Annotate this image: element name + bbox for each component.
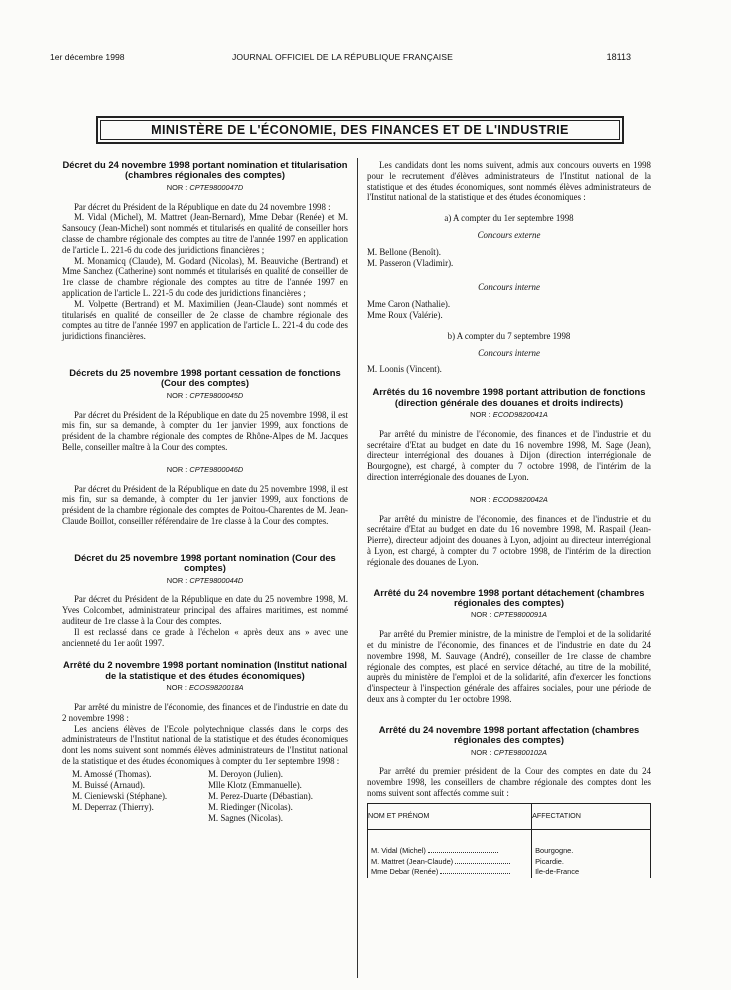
decrees-cessation-fonctions xyxy=(62,368,348,527)
names-list xyxy=(62,769,348,824)
nor-reference: NOR : CPTE9800102A xyxy=(470,747,547,757)
nor-reference: NOR : CPTE9800091A xyxy=(470,610,547,620)
subheading: b) A compter du 7 septembre 1998 xyxy=(447,330,571,341)
list-item: M. Cieniewski (Stéphane). xyxy=(72,790,168,801)
nor-reference: NOR : ECOD9820041A xyxy=(470,409,548,419)
paragraph: M. Volpette (Bertrand) et M. Maximilien (Jean-Claude) sont nommés et titularisés en qualité de conseiller de 2e classe de chambre régionale des comptes au titre de l'année 1997 en application de l'article L. 221-4 du code des juridictions financières. xyxy=(62,298,348,342)
ministry-banner xyxy=(96,116,624,144)
list-item: M. Deroyon (Julien). xyxy=(208,768,283,779)
paragraph: M. Monamicq (Claude), M. Godard (Nicolas), M. Beauviche (Bertrand) et Mme Sanchez (Catherine) sont nommés et titularisés en qualité de conseiller de 1re classe de chambre régionale des comptes au titre de l'année 1997 en application de l'article L. 221-5 du code des juridictions financières ; xyxy=(62,255,348,298)
arretes-attribution-fonctions xyxy=(367,387,651,567)
section-title: Décrets du 25 novembre 1998 portant cessation de fonctions (Cour des comptes) xyxy=(69,366,341,389)
list-item: Mme Caron (Nathalie). xyxy=(367,299,451,310)
paragraph: Par arrêté du ministre de l'économie, des finances et de l'industrie en date du 2 novembre 1998 : xyxy=(62,701,348,723)
paragraph: Par arrêté du premier président de la Cour des comptes en date du 24 novembre 1998, les conseillers de chambre régionale des comptes dont les noms suivent sont affectés comme suit : xyxy=(367,766,651,798)
paragraph: Par arrêté du Premier ministre, de la ministre de l'emploi et de la solidarité et du ministre de l'économie, des finances et de l'industrie en date du 24 novembre 1998, M. Sauvage (André), conseiller de 1re classe de chambre régionale des comptes, est placé en service détaché, au titre de la mobilité, auprès du ministère de l'emploi et de la solidarité, afin d'exercer les fonctions d'inspecteur à l'inspection générale des affaires sociales, pour une période de deux ans à compter du 1er octobre 1998. xyxy=(367,629,651,704)
subheading: Concours interne xyxy=(478,282,540,293)
decree-nomination-titularisation xyxy=(62,160,348,342)
header-page-number: 18113 xyxy=(606,52,631,62)
paragraph: Les candidats dont les noms suivent, admis aux concours ouverts en 1998 pour le recrutement d'élèves administrateurs de l'Institut national de la statistique et des études économiques, sont nommés élèves administrateurs de l'Institut national de la statistique et des études économiques : xyxy=(367,160,651,203)
section-title: Arrêtés du 16 novembre 1998 portant attribution de fonctions (direction générale des douanes et droits indirects) xyxy=(372,386,646,408)
nor-reference: NOR : ECOD9820042A xyxy=(470,494,548,504)
arrete-detachement xyxy=(367,588,651,705)
list-item: M. Amossé (Thomas). xyxy=(72,768,152,779)
header-date: 1er décembre 1998 xyxy=(50,52,125,62)
table-header: NOM ET PRÉNOM xyxy=(368,803,532,829)
paragraph: Par arrêté du ministre de l'économie, des finances et de l'industrie et du secrétaire d'Etat au budget en date du 16 novembre 1998, M. Raspail (Jean-Pierre), directeur adjoint des douanes à Lyon, adjoint au directeur interrégional à Lyon, est chargé, à compter du 7 octobre 1998, de l'intérim de la direction régionale des douanes de Lyon. xyxy=(367,513,651,567)
table-row xyxy=(368,867,651,878)
paragraph: Par décret du Président de la République en date du 25 novembre 1998, il est mis fin, sur sa demande, à compter du 1er janvier 1999, aux fonctions de président de la chambre régionale des comptes de Rhône-Alpes de M. Jacques Belle, conseiller maître à la Cour des comptes. xyxy=(62,409,348,452)
nor-reference: NOR : CPTE9800047D xyxy=(166,182,244,192)
subheading: a) A compter du 1er septembre 1998 xyxy=(444,213,574,224)
table-cell: Ile-de-France xyxy=(532,867,651,878)
list-item: M. Sagnes (Nicolas). xyxy=(208,812,283,823)
paragraph: Il est reclassé dans ce grade à l'échelon « après deux ans » avec une ancienneté du 1er août 1997. xyxy=(62,626,348,648)
table-cell: Picardie. xyxy=(532,857,651,868)
decree-nomination-cour xyxy=(62,553,348,649)
paragraph: Par décret du Président de la République en date du 25 novembre 1998, M. Yves Colcombet, administrateur principal des affaires maritimes, est nommé auditeur de 1re classe à la Cour des comptes. xyxy=(62,594,348,626)
running-header xyxy=(50,52,631,66)
affectation-table xyxy=(367,803,651,878)
nor-reference: NOR : CPTE9800046D xyxy=(166,464,244,474)
table-header: AFFECTATION xyxy=(532,803,651,829)
list-item: Mme Roux (Valérie). xyxy=(367,309,443,320)
list-item: M. Passeron (Vladimir). xyxy=(367,257,454,268)
list-item: M. Bellone (Benoît). xyxy=(367,246,441,257)
left-column xyxy=(62,160,348,836)
paragraph: Les anciens élèves de l'Ecole polytechnique classés dans le corps des administrateurs de l'Institut national de la statistique et des études économiques dont les noms suivent sont nommés élèves administrateurs de l'Institut national de la statistique et des études économiques à compter du 1er septembre 1998 : xyxy=(62,723,348,766)
ministry-title: MINISTÈRE DE L'ÉCONOMIE, DES FINANCES ET DE L'INDUSTRIE xyxy=(151,123,569,137)
table-cell: M. Mattret (Jean-Claude) xyxy=(371,856,454,866)
candidats-concours xyxy=(367,160,651,375)
list-item: M. Riedinger (Nicolas). xyxy=(208,801,293,812)
table-row xyxy=(368,857,651,868)
paragraph: Par décret du Président de la République en date du 24 novembre 1998 : xyxy=(74,201,331,212)
list-item: M. Perez-Duarte (Débastian). xyxy=(208,790,313,801)
subheading: Concours interne xyxy=(478,347,540,358)
table-cell: Bourgogne. xyxy=(532,829,651,856)
section-title: Arrêté du 2 novembre 1998 portant nomination (Institut national de la statistique et des études économiques) xyxy=(63,659,347,681)
list-item: Mlle Klotz (Emmanuelle). xyxy=(208,779,302,790)
column-divider xyxy=(357,158,358,978)
paragraph: Par décret du Président de la République en date du 25 novembre 1998, il est mis fin, sur sa demande, à compter du 1er janvier 1999, aux fonctions de président de la chambre régionale des comptes de Poitou-Charentes de M. Jean-Claude Boillot, conseiller référendaire de 1re classe à la Cour des comptes. xyxy=(62,483,348,526)
paragraph: M. Vidal (Michel), M. Mattret (Jean-Bernard), Mme Debar (Renée) et M. Sansoucy (Jean-Michel) sont nommés et titularisés en qualité de conseiller hors classe de chambre régionale des comptes au titre de l'année 1997 en application de l'article L. 221-6 du code des juridictions financières ; xyxy=(62,212,348,255)
paragraph: Par arrêté du ministre de l'économie, des finances et de l'industrie et du secrétaire d'Etat au budget en date du 16 novembre 1998, M. Sage (Jean), directeur interrégional des douanes à Dijon (direction interrégionale de Bourgogne), est chargé, à compter du 7 octobre 1998, de l'intérim de la direction interrégionale des douanes de Lyon. xyxy=(367,428,651,482)
section-title: Arrêté du 24 novembre 1998 portant détachement (chambres régionales des comptes) xyxy=(373,586,645,608)
list-item: M. Deperraz (Thierry). xyxy=(72,801,154,812)
right-column xyxy=(367,160,651,890)
arrete-affectation xyxy=(367,725,651,878)
arrete-nomination-insee xyxy=(62,660,348,823)
subheading: Concours externe xyxy=(477,229,541,240)
header-journal-title: JOURNAL OFFICIEL DE LA RÉPUBLIQUE FRANÇAISE xyxy=(232,52,453,62)
section-title: Arrêté du 24 novembre 1998 portant affectation (chambres régionales des comptes) xyxy=(378,723,640,746)
nor-reference: NOR : CPTE9800044D xyxy=(166,575,244,585)
table-cell: M. Vidal (Michel) xyxy=(371,845,426,855)
table-cell: Mme Debar (Renée) xyxy=(371,867,439,877)
list-item: M. Buissé (Arnaud). xyxy=(72,779,145,790)
nor-reference: NOR : CPTE9800045D xyxy=(166,390,244,400)
section-title: Décret du 24 novembre 1998 portant nomination et titularisation (chambres régionales des comptes) xyxy=(62,159,348,181)
table-row xyxy=(368,829,651,856)
section-title: Décret du 25 novembre 1998 portant nomination (Cour des comptes) xyxy=(74,551,336,574)
list-item: M. Loonis (Vincent). xyxy=(367,364,442,375)
nor-reference: NOR : ECOS9820018A xyxy=(166,683,244,693)
